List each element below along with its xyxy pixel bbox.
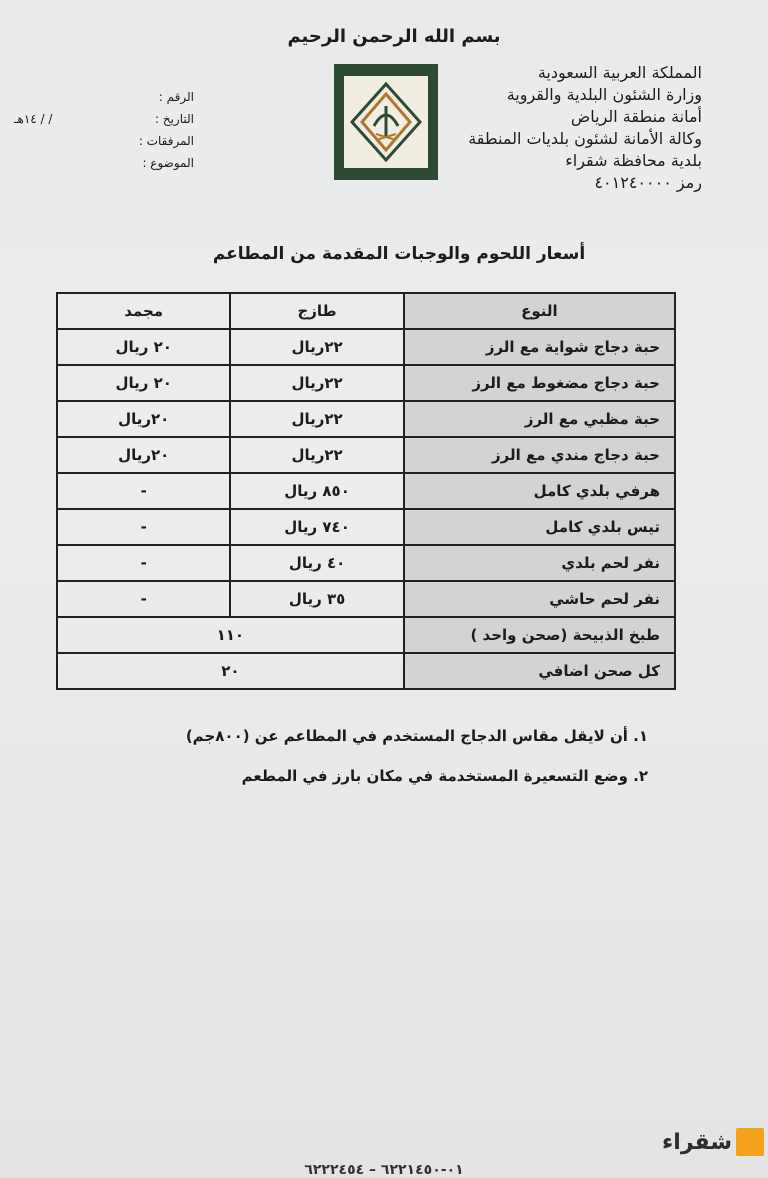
attachments-label: المرفقات : bbox=[138, 134, 194, 148]
cell-fresh: ٨٥٠ ريال bbox=[230, 473, 403, 509]
cell-fresh: ٧٤٠ ريال bbox=[230, 509, 403, 545]
org-line: رمز ٤٠١٢٤٠٠٠٠ bbox=[594, 173, 702, 192]
cell-fresh: ٢٢ريال bbox=[230, 437, 403, 473]
cell-type: كل صحن اضافي bbox=[404, 653, 675, 689]
cell-type: نفر لحم حاشي bbox=[404, 581, 675, 617]
cell-frozen: ٢٠ريال bbox=[57, 437, 230, 473]
attachments-field bbox=[14, 130, 194, 152]
ministry-logo bbox=[334, 64, 438, 180]
cell-type: حبة دجاج شواية مع الرز bbox=[404, 329, 675, 365]
org-line: بلدية محافظة شقراء bbox=[565, 151, 702, 170]
cell-merged-value: ١١٠ bbox=[57, 617, 404, 653]
subject-field bbox=[14, 152, 194, 174]
date-value: / / ١٤هـ bbox=[14, 112, 53, 126]
cell-type: حبة مظبي مع الرز bbox=[404, 401, 675, 437]
notes-list bbox=[88, 716, 648, 796]
cell-type: حبة دجاج مندي مع الرز bbox=[404, 437, 675, 473]
footer-contact: ٠١-٦٢٢١٤٥٠ – ٦٢٢٢٤٥٤ bbox=[304, 1162, 464, 1178]
watermark bbox=[662, 1128, 764, 1156]
prices-table bbox=[56, 292, 676, 690]
cell-fresh: ٣٥ ريال bbox=[230, 581, 403, 617]
subject-label: الموضوع : bbox=[142, 156, 194, 170]
cell-frozen: - bbox=[57, 473, 230, 509]
cell-type: طبخ الذبيحة (صحن واحد ) bbox=[404, 617, 675, 653]
header-fresh: طازج bbox=[230, 293, 403, 329]
table-row bbox=[57, 401, 675, 437]
table-header-row bbox=[57, 293, 675, 329]
cell-frozen: ٢٠ريال bbox=[57, 401, 230, 437]
table-row bbox=[57, 437, 675, 473]
table-row bbox=[57, 653, 675, 689]
organization-header bbox=[452, 62, 702, 194]
cell-type: هرفي بلدي كامل bbox=[404, 473, 675, 509]
cell-fresh: ٢٢ريال bbox=[230, 365, 403, 401]
watermark-text: شقراء bbox=[662, 1129, 732, 1155]
cell-fresh: ٢٢ريال bbox=[230, 401, 403, 437]
cell-frozen: - bbox=[57, 581, 230, 617]
reference-fields bbox=[14, 86, 194, 174]
header-type: النوع bbox=[404, 293, 675, 329]
table-row bbox=[57, 329, 675, 365]
cell-frozen: ٢٠ ريال bbox=[57, 329, 230, 365]
cell-type: تيس بلدي كامل bbox=[404, 509, 675, 545]
date-field bbox=[14, 108, 194, 130]
logo-emblem-icon bbox=[334, 64, 438, 180]
document-title: أسعار اللحوم والوجبات المقدمة من المطاعم bbox=[212, 244, 586, 264]
watermark-logo-icon bbox=[736, 1128, 764, 1156]
note-item: ١. أن لايقل مقاس الدجاج المستخدم في المطاعم عن (٨٠٠جم) bbox=[185, 727, 648, 745]
cell-fresh: ٢٢ريال bbox=[230, 329, 403, 365]
cell-frozen: ٢٠ ريال bbox=[57, 365, 230, 401]
org-line: أمانة منطقة الرياض bbox=[570, 107, 702, 126]
number-field bbox=[14, 86, 194, 108]
cell-frozen: - bbox=[57, 545, 230, 581]
table-row bbox=[57, 509, 675, 545]
table-row bbox=[57, 617, 675, 653]
cell-type: حبة دجاج مضغوط مع الرز bbox=[404, 365, 675, 401]
table-row bbox=[57, 545, 675, 581]
cell-fresh: ٤٠ ريال bbox=[230, 545, 403, 581]
cell-frozen: - bbox=[57, 509, 230, 545]
number-label: الرقم : bbox=[158, 90, 194, 104]
header-frozen: مجمد bbox=[57, 293, 230, 329]
cell-type: نفر لحم بلدي bbox=[404, 545, 675, 581]
date-label: التاريخ : bbox=[154, 112, 194, 126]
cell-merged-value: ٢٠ bbox=[57, 653, 404, 689]
table-row bbox=[57, 581, 675, 617]
table-row bbox=[57, 365, 675, 401]
org-line: المملكة العربية السعودية bbox=[537, 63, 702, 82]
table-row bbox=[57, 473, 675, 509]
org-line: وزارة الشئون البلدية والقروية bbox=[506, 85, 702, 104]
bismillah: بسم الله الرحمن الرحيم bbox=[287, 26, 501, 47]
note-item: ٢. وضع التسعيرة المستخدمة في مكان بارز في المطعم bbox=[241, 767, 648, 785]
org-line: وكالة الأمانة لشئون بلديات المنطقة bbox=[468, 129, 702, 148]
